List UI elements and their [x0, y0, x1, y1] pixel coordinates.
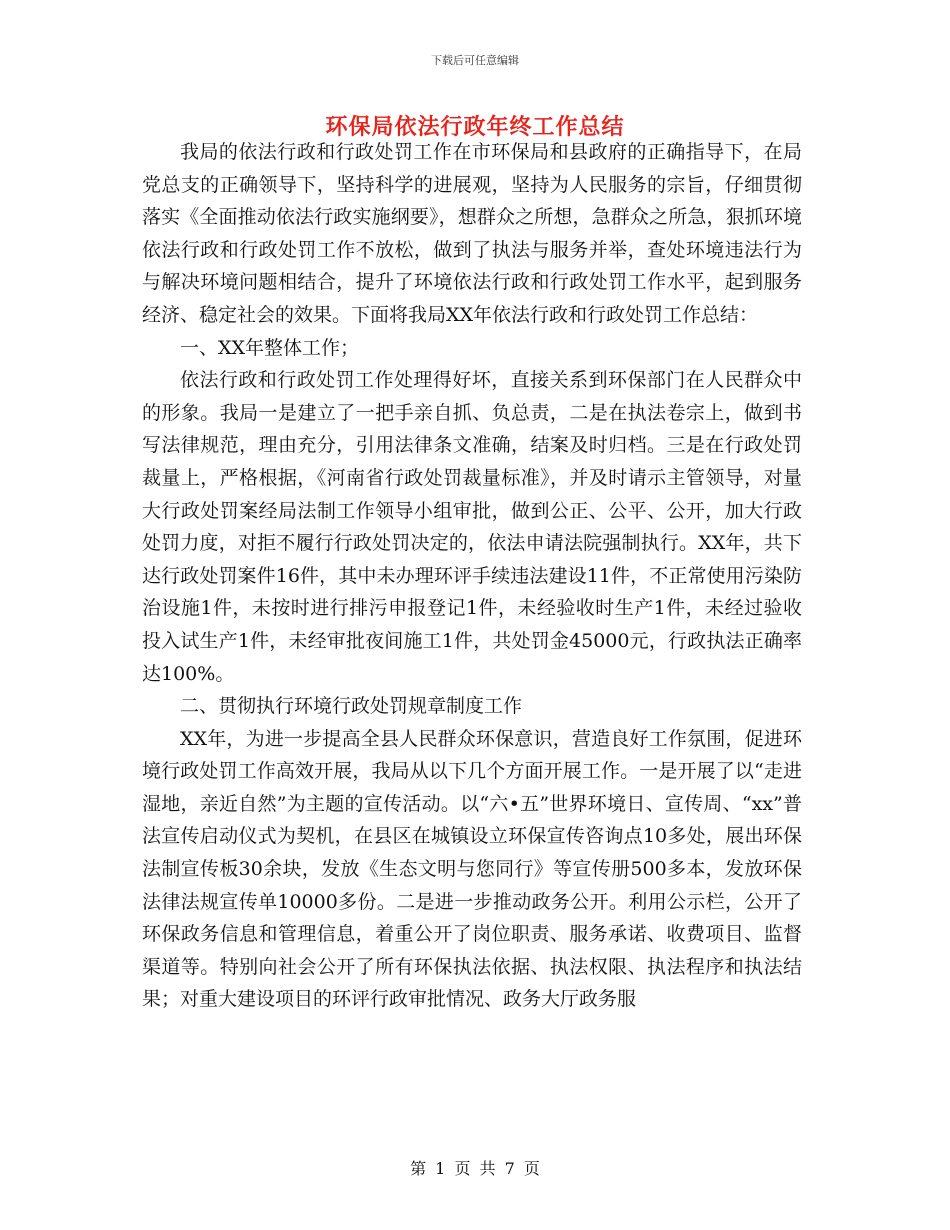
paragraph-section-1: 依法行政和行政处罚工作处理得好坏，直接关系到环保部门在人民群众中的形象。我局一是建立了一把手亲自抓、负总责，二是在执法卷宗上，做到书写法律规范，理由充分，引用法律条文准确，结案及时归档。三是在行政处罚裁量上，严格根据，《河南省行政处罚裁量标准》，并及时请示主管领导，对量大行政处罚案经局法制工作领导小组审批，做到公正、公平、公开，加大行政处罚力度，对拒不履行行政处罚决定的，依法申请法院强制执行。XX年，共下达行政处罚案件16件，其中未办理环评手续违法建设11件，不正常使用污染防治设施1件，未按时进行排污申报登记1件，未经验收时生产1件，未经过验收投入试生产1件，未经审批夜间施工1件，共处罚金45000元，行政执法正确率达100%。 — [142, 369, 802, 685]
header-note: 下载后可任意编辑 — [431, 54, 519, 67]
paragraph-section-2: XX年，为进一步提高全县人民群众环保意识，营造良好工作氛围，促进环境行政处罚工作高效开展，我局从以下几个方面开展工作。一是开展了以“走进湿地，亲近自然”为主题的宣传活动。以“六•五”世界环境日、宣传周、“xx”普法宣传启动仪式为契机，在县区在城镇设立环保宣传咨询点10多处，展出环保法制宣传板30余块，发放《生态文明与您同行》等宣传册500多本，发放环保法律法规宣传单10000多份。二是进一步推动政务公开。利用公示栏，公开了环保政务信息和管理信息，着重公开了岗位职责、服务承诺、收费项目、监督渠道等。特别向社会公开了所有环保执法依据、执法权限、执法程序和执法结果；对重大建设项目的环评行政审批情况、政务大厅政务服 — [142, 727, 802, 1011]
document-title: 环保局依法行政年终工作总结 — [325, 114, 625, 140]
document-body — [142, 136, 802, 1016]
paragraph-intro: 我局的依法行政和行政处罚工作在市环保局和县政府的正确指导下，在局党总支的正确领导下，坚持科学的进展观，坚持为人民服务的宗旨，仔细贯彻落实《全面推动依法行政实施纲要》，想群众之所想，急群众之所急，狠抓环境依法行政和行政处罚工作不放松，做到了执法与服务并举，查处环境违法行为与解决环境问题相结合，提升了环境依法行政和行政处罚工作水平，起到服务经济、稳定社会的效果。下面将我局XX年依法行政和行政处罚工作总结： — [142, 141, 802, 326]
section-heading-1: 一、XX年整体工作； — [180, 336, 360, 359]
page-number-footer: 第 1 页 共 7 页 — [410, 1159, 540, 1178]
section-heading-2: 二、贯彻执行环境行政处罚规章制度工作 — [180, 695, 523, 718]
